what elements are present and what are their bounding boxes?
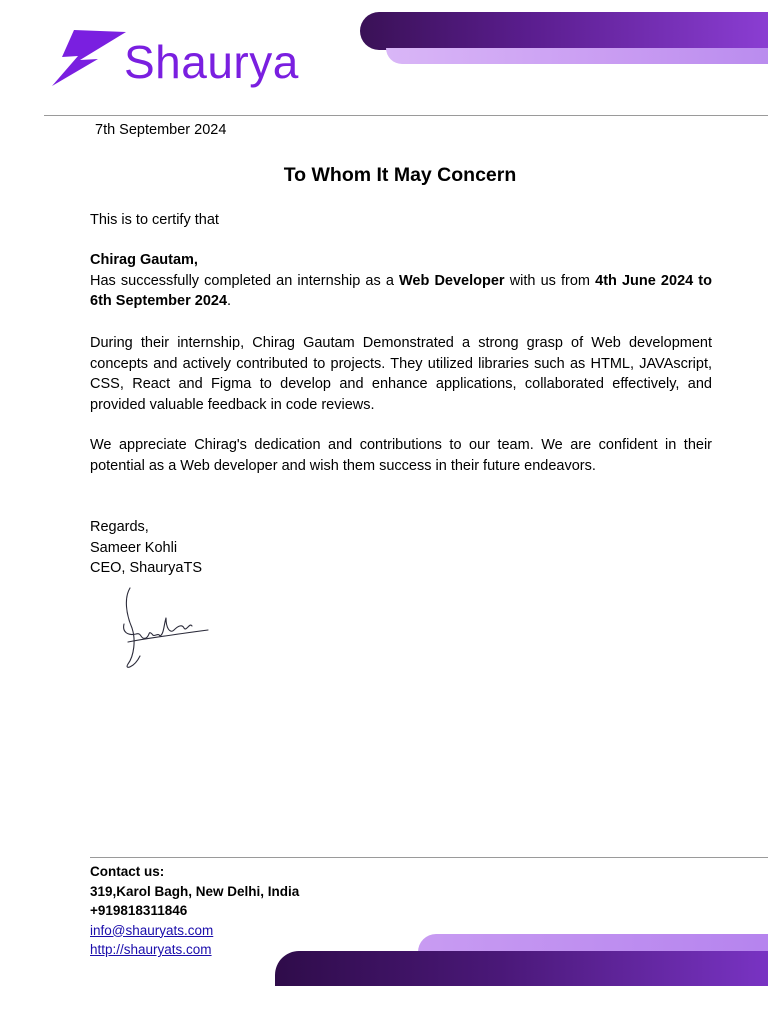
header-decorative-band-light	[386, 48, 768, 64]
signer-title: CEO, ShauryaTS	[90, 560, 203, 577]
completion-text-middle: with us from	[504, 272, 596, 289]
completion-text-start: Has successfully completed an internship as a	[90, 272, 399, 289]
contact-website-link[interactable]: http://shauryats.com	[90, 942, 212, 957]
lightning-bolt-icon	[50, 30, 126, 88]
contact-heading: Contact us:	[90, 864, 165, 879]
internship-date-range: 4th June 2024 to 6th September 2024	[90, 272, 712, 310]
completion-statement	[90, 271, 712, 312]
footer-decorative-band-dark	[275, 951, 768, 986]
contact-email-link[interactable]: info@shauryats.com	[90, 922, 214, 938]
completion-text-end: .	[227, 293, 232, 310]
brand-name: Shaurya	[124, 36, 299, 88]
letter-date: 7th September 2024	[95, 122, 227, 138]
contact-block	[90, 862, 299, 960]
internship-role: Web Developer	[399, 272, 505, 289]
signer-name: Sameer Kohli	[90, 539, 178, 556]
letter-closing	[90, 517, 712, 579]
certify-intro: This is to certify that	[90, 212, 219, 228]
footer-divider	[90, 857, 768, 858]
appreciation-paragraph: We appreciate Chirag's dedication and contributions to our team. We are confident in their potential as a Web developer and wish them success in their future endeavors.	[90, 437, 712, 474]
completion-paragraph	[90, 250, 712, 312]
recipient-name: Chirag Gautam,	[90, 252, 198, 268]
contact-address: 319,Karol Bagh, New Delhi, India	[90, 883, 300, 899]
internship-paragraph: During their internship, Chirag Gautam Demonstrated a strong grasp of Web development concepts and actively contributed to projects. They utilized libraries such as HTML, JAVAscript, CSS, React and Figma to develop and enhance applications, collaborated effectively, and provided valuable feedback in code reviews.	[90, 335, 712, 414]
contact-phone: +919818311846	[90, 903, 188, 918]
header-divider	[44, 115, 768, 116]
header-decorative-band-dark	[360, 12, 768, 50]
handwritten-signature	[118, 584, 214, 674]
regards-text: Regards,	[90, 519, 149, 535]
letter-heading: To Whom It May Concern	[283, 164, 517, 186]
